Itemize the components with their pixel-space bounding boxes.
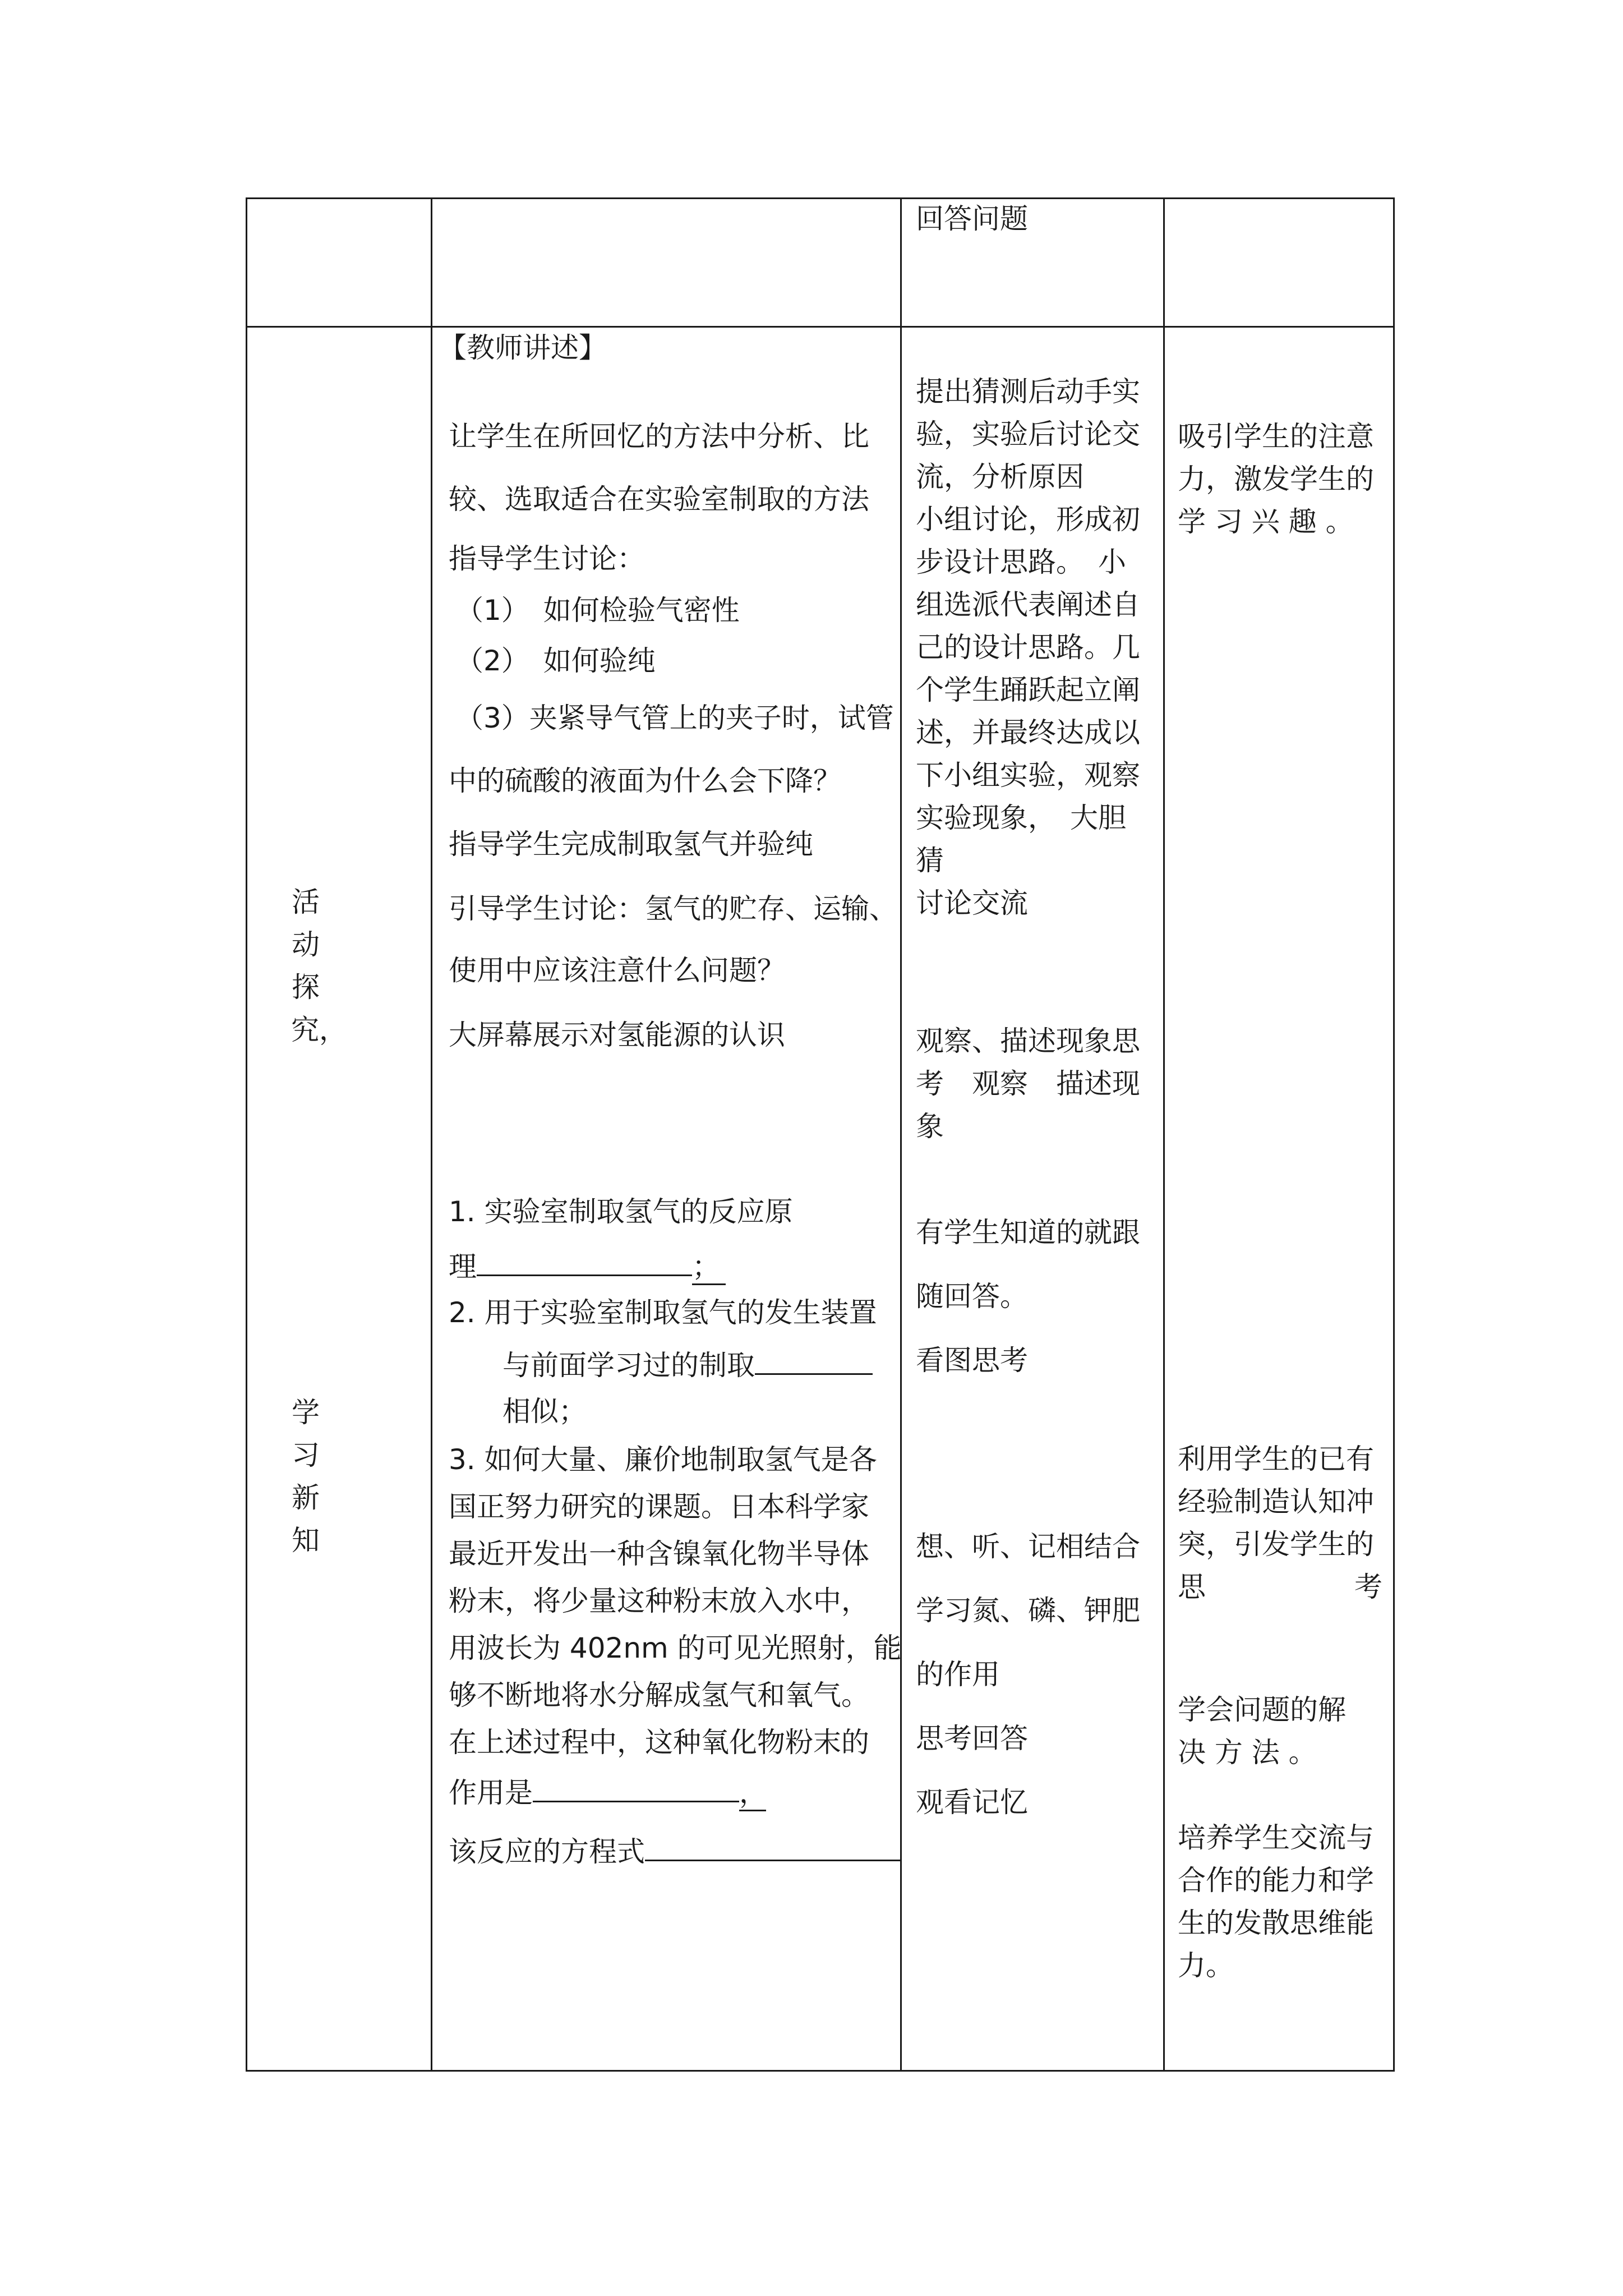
table-row-divider bbox=[246, 326, 1395, 328]
exercise-3-use-line bbox=[449, 1773, 766, 1811]
student-line: 步设计思路。 小 bbox=[916, 546, 1126, 578]
intent-line: 合作的能力和学 bbox=[1178, 1864, 1374, 1897]
intent-line: 利用学生的已有 bbox=[1178, 1443, 1374, 1475]
label-char: 新 bbox=[292, 1481, 320, 1514]
intent-word: 思 bbox=[1178, 1571, 1206, 1603]
student-activity-block-2 bbox=[916, 1020, 1140, 1148]
intent-line: 吸引学生的注意 bbox=[1178, 420, 1374, 453]
intent-line: 生的发散思维能 bbox=[1178, 1907, 1374, 1939]
table-col-divider-2 bbox=[900, 197, 902, 2071]
exercise-3-equation-label: 该反应的方程式 bbox=[449, 1835, 645, 1868]
exercise-3-comma: ， bbox=[739, 1776, 766, 1811]
student-line: 考 观察 描述现 bbox=[916, 1068, 1140, 1100]
student-activity-block-1 bbox=[916, 370, 1140, 924]
table-border-bottom bbox=[246, 2070, 1395, 2072]
student-line: 思考回答 bbox=[916, 1722, 1028, 1755]
answer-blank bbox=[533, 1773, 739, 1802]
table-col-divider-3 bbox=[1163, 197, 1165, 2071]
label-char: 习 bbox=[292, 1439, 320, 1471]
student-line: 想、听、记相结合 bbox=[916, 1530, 1140, 1563]
intent-line: 学 习 兴 趣 。 bbox=[1178, 505, 1354, 538]
answer-blank bbox=[477, 1246, 692, 1276]
intent-line: 突，引发学生的 bbox=[1178, 1528, 1374, 1561]
student-line: 流，分析原因 bbox=[916, 461, 1084, 493]
teacher-heading: 【教师讲述】 bbox=[439, 332, 607, 364]
intent-block-2 bbox=[1178, 1438, 1382, 1608]
intent-block-1 bbox=[1178, 415, 1374, 543]
student-line: 猜 bbox=[916, 844, 944, 877]
student-line: 象 bbox=[916, 1110, 944, 1143]
label-char: 学 bbox=[292, 1396, 320, 1429]
student-line: 讨论交流 bbox=[916, 887, 1028, 919]
exercise-3-line: 3. 如何大量、廉价地制取氢气是各 bbox=[449, 1443, 877, 1476]
question-liquid-level: 中的硫酸的液面为什么会下降？ bbox=[449, 765, 841, 797]
question-liquid-level: （3）夹紧导气管上的夹子时，试管 bbox=[455, 702, 894, 734]
guide-discussion: 引导学生讨论：氢气的贮存、运输、 bbox=[449, 892, 897, 925]
table-border-left bbox=[246, 197, 247, 2071]
student-line: 述，并最终达成以 bbox=[916, 716, 1140, 749]
intent-line-justified bbox=[1178, 1566, 1382, 1608]
exercise-3-line: 国正努力研究的课题。日本科学家 bbox=[449, 1490, 869, 1523]
label-char: 活 bbox=[292, 886, 320, 918]
exercise-3-line: 够不断地将水分解成氢气和氧气。 bbox=[449, 1679, 869, 1711]
section-label-activity bbox=[289, 881, 347, 1051]
exercise-3-use-label: 作用是 bbox=[449, 1777, 533, 1809]
label-char: 动 bbox=[292, 928, 320, 961]
intent-line: 学会问题的解 bbox=[1178, 1694, 1346, 1726]
label-char: 究， bbox=[291, 1014, 347, 1046]
intent-block-3 bbox=[1178, 1688, 1346, 1774]
exercise-1-line-2 bbox=[449, 1246, 726, 1285]
student-line: 有学生知道的就跟 bbox=[916, 1216, 1140, 1249]
student-line: 验，实验后讨论交 bbox=[916, 418, 1140, 450]
intent-line: 力。 bbox=[1178, 1949, 1234, 1982]
exercise-3-line: 用波长为 402nm 的可见光照射，能 bbox=[449, 1632, 902, 1664]
intent-block-4 bbox=[1178, 1816, 1374, 1987]
table-col-divider-1 bbox=[431, 197, 432, 2071]
exercise-2-line-2 bbox=[502, 1345, 873, 1382]
student-line: 看图思考 bbox=[916, 1344, 1028, 1377]
label-char: 探 bbox=[292, 971, 320, 1004]
student-activity-block-3 bbox=[916, 1200, 1140, 1392]
section-label-new-knowledge bbox=[289, 1391, 322, 1562]
exercise-3-line: 在上述过程中，这种氧化物粉末的 bbox=[449, 1726, 869, 1759]
exercise-2-line-3: 相似； bbox=[502, 1395, 587, 1428]
exercise-2-line-1: 2. 用于实验室制取氢气的发生装置 bbox=[449, 1296, 877, 1329]
student-line: 观看记忆 bbox=[916, 1786, 1028, 1819]
student-line: 己的设计思路。几 bbox=[916, 631, 1140, 664]
table-border-top bbox=[246, 197, 1395, 199]
label-char: 知 bbox=[292, 1524, 320, 1557]
intent-line: 力，激发学生的 bbox=[1178, 463, 1374, 495]
student-line: 的作用 bbox=[916, 1658, 1000, 1691]
intent-line: 经验制造认知冲 bbox=[1178, 1485, 1374, 1518]
student-line: 随回答。 bbox=[916, 1280, 1028, 1313]
exercise-1-prefix: 理 bbox=[449, 1250, 477, 1283]
question-airtightness: （1） 如何检验气密性 bbox=[455, 594, 740, 627]
student-line: 下小组实验，观察 bbox=[916, 759, 1140, 792]
screen-display: 大屏幕展示对氢能源的认识 bbox=[449, 1019, 785, 1051]
answer-blank bbox=[755, 1345, 873, 1375]
answer-blank bbox=[645, 1832, 901, 1861]
intent-line: 培养学生交流与 bbox=[1178, 1821, 1374, 1854]
student-line: 小组讨论，形成初 bbox=[916, 503, 1140, 536]
student-line: 学习氮、磷、钾肥 bbox=[916, 1594, 1140, 1627]
exercise-3-line: 最近开发出一种含镍氧化物半导体 bbox=[449, 1538, 869, 1570]
exercise-2-text: 与前面学习过的制取 bbox=[502, 1349, 755, 1382]
intro-line: 较、选取适合在实验室制取的方法 bbox=[449, 483, 869, 516]
exercise-1-suffix: ； bbox=[692, 1250, 726, 1285]
student-line: 观察、描述现象思 bbox=[916, 1025, 1140, 1057]
guide-discussion: 使用中应该注意什么问题？ bbox=[449, 954, 785, 987]
intent-word: 考 bbox=[1354, 1571, 1382, 1603]
student-activity-block-4 bbox=[916, 1515, 1140, 1834]
exercise-3-equation-line bbox=[449, 1832, 901, 1869]
row1-col3-text: 回答问题 bbox=[916, 203, 1028, 235]
student-line: 组选派代表阐述自 bbox=[916, 588, 1140, 621]
exercise-3-line: 粉末，将少量这种粉末放入水中， bbox=[449, 1585, 869, 1617]
intro-line: 指导学生讨论： bbox=[449, 542, 645, 575]
intent-line: 决 方 法 。 bbox=[1178, 1736, 1317, 1769]
student-line: 实验现象， 大胆 bbox=[916, 802, 1126, 834]
question-purity: （2） 如何验纯 bbox=[455, 645, 656, 677]
student-line: 个学生踊跃起立阐 bbox=[916, 674, 1140, 706]
exercise-1-line-1: 1. 实验室制取氢气的反应原 bbox=[449, 1195, 793, 1228]
intro-line: 让学生在所回忆的方法中分析、比 bbox=[449, 420, 869, 453]
guide-experiment: 指导学生完成制取氢气并验纯 bbox=[449, 828, 813, 861]
student-line: 提出猜测后动手实 bbox=[916, 375, 1140, 408]
table-border-right bbox=[1393, 197, 1395, 2071]
